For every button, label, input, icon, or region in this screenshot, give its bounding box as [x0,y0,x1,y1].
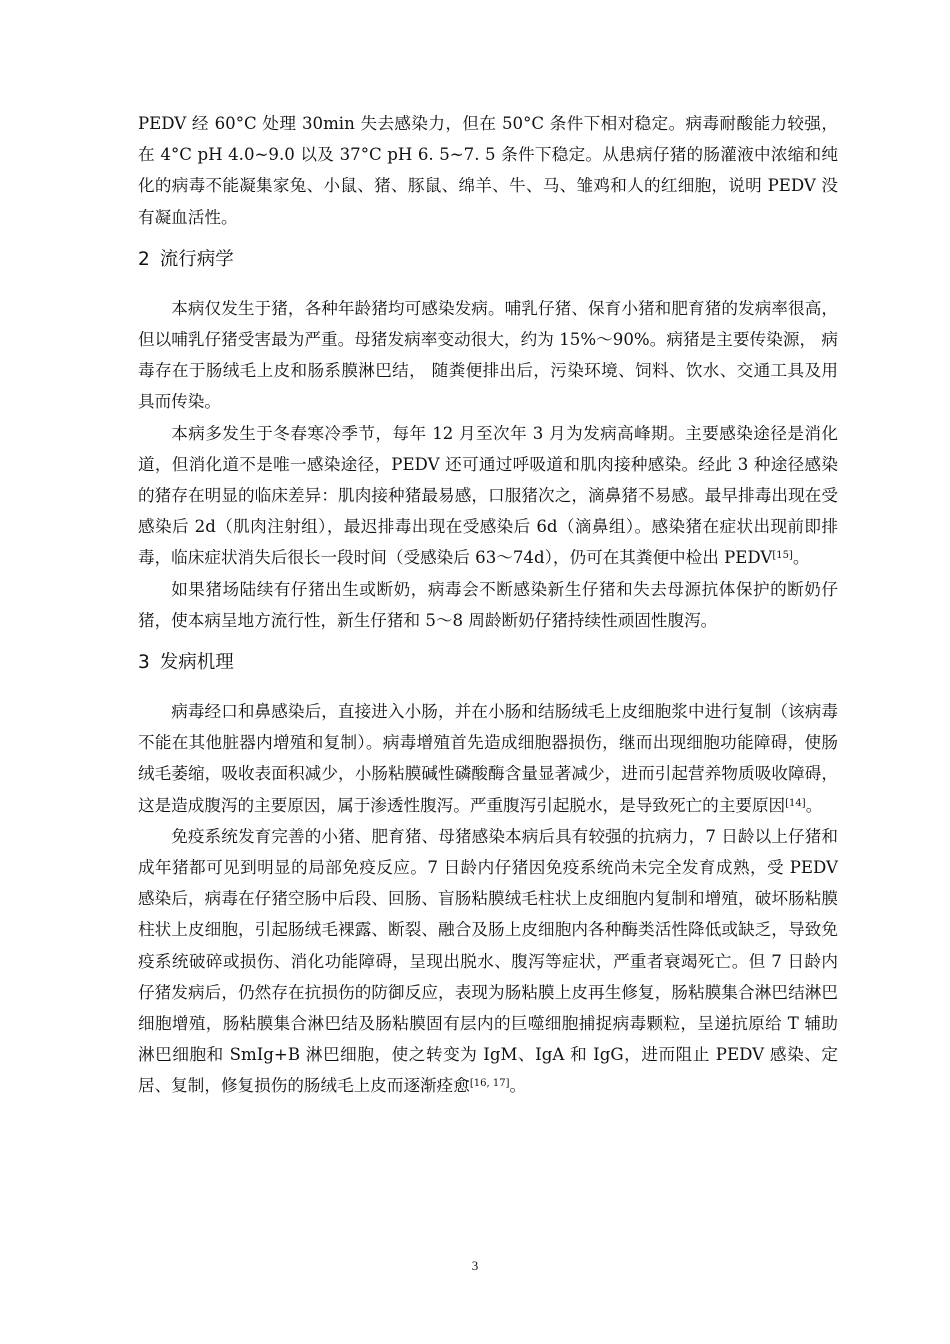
epidemiology-paragraph-2 [138,418,838,574]
pathogenesis-paragraph-2 [138,821,838,1102]
section-heading-epidemiology [138,246,838,274]
paragraph-text: 病毒经口和鼻感染后，直接进入小肠，并在小肠和结肠绒毛上皮细胞浆中进行复制（该病毒不能在其他脏器内增殖和复制）。病毒增殖首先造成细胞器损伤，继而出现细胞功能障碍，使肠绒毛萎缩，吸收表面积减少，小肠粘膜碱性磷酸酶含量显著减少，进而引起营养物质吸收障碍，这是造成腹泻的主要原因，属于渗透性腹泻。严重腹泻引起脱水，是导致死亡的主要原因 [138,702,838,815]
citation-ref: [15] [772,550,793,562]
citation-ref: [14] [785,797,806,809]
section-heading-pathogenesis [138,649,838,677]
paragraph-end: 。 [805,795,823,815]
paragraph-text: 本病多发生于冬春寒冷季节，每年 12 月至次年 3 月为发病高峰期。主要感染途径是消化道，但消化道不是唯一感染途径，PEDV 还可通过呼吸道和肌肉接种感染。经此 3 种途径感染的猪存在明显的临床差异：肌肉接种猪最易感，口服猪次之，滴鼻猪不易感。最早排毒出现在受感染后 2d（肌肉注射组），最迟排毒出现在受感染后 6d（滴鼻组）。感染猪在症状出现前即排毒，临床症状消失后很长一段时间（受感染后 63～74d），仍可在其粪便中检出 PEDV [138,423,838,568]
section-title: 流行病学 [159,248,234,270]
paragraph-end: 。 [509,1076,527,1096]
section-number: 3 [138,652,150,674]
section-title: 发病机理 [159,652,234,674]
pathogenesis-paragraph-1 [138,696,838,821]
epidemiology-paragraph-1: 本病仅发生于猪，各种年龄猪均可感染发病。哺乳仔猪、保育小猪和肥育猪的发病率很高，但以哺乳仔猪受害最为严重。母猪发病率变动很大，约为 15%～90%。病猪是主要传染源， 病毒存在于肠绒毛上皮和肠系膜淋巴结， 随粪便排出后，污染环境、饲料、饮水、交通工具及用具而传染。 [138,298,838,412]
epidemiology-paragraph-3: 如果猪场陆续有仔猪出生或断奶，病毒会不断感染新生仔猪和失去母源抗体保护的断奶仔猪，使本病呈地方流行性，新生仔猪和 5～8 周龄断奶仔猪持续性顽固性腹泻。 [138,579,838,630]
citation-ref: [16, 17] [469,1078,510,1090]
page-body [138,108,838,1102]
paragraph-text: 免疫系统发育完善的小猪、肥育猪、母猪感染本病后具有较强的抗病力，7 日龄以上仔猪和成年猪都可见到明显的局部免疫反应。7 日龄内仔猪因免疫系统尚未完全发育成熟，受 PEDV 感染后，病毒在仔猪空肠中后段、回肠、盲肠粘膜绒毛柱状上皮细胞内复制和增殖，破坏肠粘膜柱状上皮细胞，引起肠绒毛裸露、断裂、融合及肠上皮细胞内各种酶类活性降低或缺乏，导致免疫系统破碎或损伤、消化功能障碍，呈现出脱水、腹泻等症状，严重者衰竭死亡。但 7 日龄内仔猪发病后，仍然存在抗损伤的防御反应，表现为肠粘膜上皮再生修复，肠粘膜集合淋巴结淋巴细胞增殖，肠粘膜集合淋巴结及肠粘膜固有层内的巨噬细胞捕捉病毒颗粒，呈递抗原给 T 辅助淋巴细胞和 SmIg+B 淋巴细胞，使之转变为 IgM、IgA 和 IgG，进而阻止 PEDV 感染、定居、复制，修复损伤的肠绒毛上皮而逐渐痊愈 [138,826,838,1096]
page-number: 3 [471,1258,479,1273]
paragraph-end: 。 [792,548,810,568]
intro-paragraph: PEDV 经 60°C 处理 30min 失去感染力，但在 50°C 条件下相对稳定。病毒耐酸能力较强，在 4°C pH 4.0~9.0 以及 37°C pH 6. 5~7. 5 条件下稳定。从患病仔猪的肠灌液中浓缩和纯化的病毒不能凝集家兔、小鼠、猪、豚鼠、绵羊、牛、马、雏鸡和人的红细胞，说明 PEDV 没有凝血活性。 [138,114,838,227]
section-number: 2 [138,248,150,270]
